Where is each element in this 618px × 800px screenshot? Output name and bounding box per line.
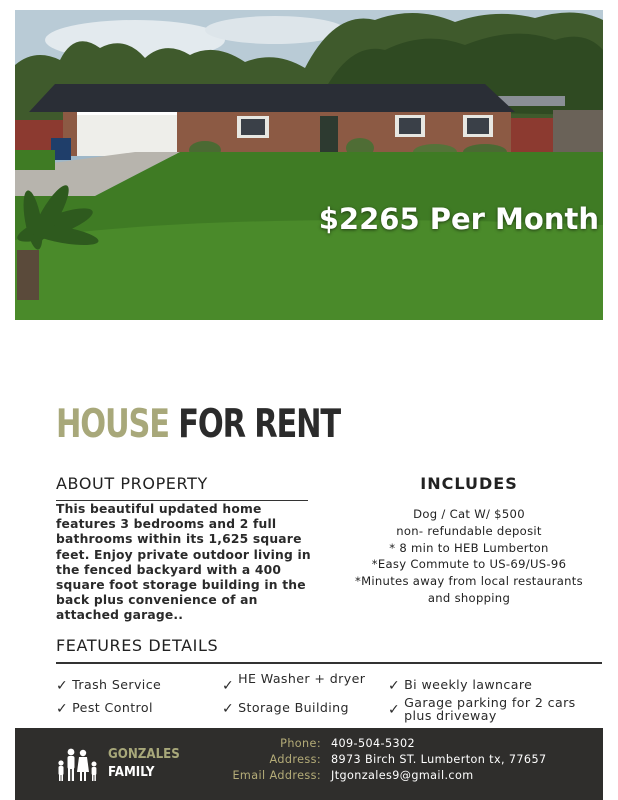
email-address[interactable]: Jtgonzales9@gmail.com <box>331 769 474 782</box>
checkmark-icon: ✓ <box>222 678 235 694</box>
price-per-month: $2265 Per Month <box>318 202 599 236</box>
family-name-line1: GONZALES <box>108 746 180 762</box>
feature-label: Pest Control <box>72 700 153 715</box>
about-divider <box>56 500 308 501</box>
phone-label: Phone: <box>280 737 321 750</box>
hero-photo <box>15 10 603 320</box>
feature-item <box>388 679 532 693</box>
feature-item <box>56 679 161 693</box>
footer <box>15 728 603 800</box>
feature-label: Garage parking for 2 cars plus driveway <box>404 695 576 723</box>
includes-line: Dog / Cat W/ $500 <box>413 507 525 521</box>
family-name <box>108 745 180 781</box>
checkmark-icon: ✓ <box>388 702 401 718</box>
feature-label: Trash Service <box>72 677 162 692</box>
feature-label: Bi weekly lawncare <box>404 677 533 692</box>
feature-item <box>56 702 153 716</box>
includes-line: *Easy Commute to US-69/US-96 <box>371 557 567 572</box>
contact-values <box>331 736 546 784</box>
features-divider <box>56 662 602 664</box>
phone-number[interactable]: 409-504-5302 <box>331 737 416 750</box>
includes-line: non- refundable deposit <box>396 523 542 538</box>
title-word-for-rent: FOR RENT <box>178 402 341 447</box>
email-label: Email Address: <box>232 769 321 782</box>
page-title <box>56 402 340 447</box>
checkmark-icon: ✓ <box>388 678 401 694</box>
family-name-line2: FAMILY <box>108 764 155 780</box>
contact-labels <box>232 736 321 784</box>
checkmark-icon: ✓ <box>56 701 69 717</box>
includes-line: * 8 min to HEB Lumberton <box>389 540 549 555</box>
feature-label: Storage Building <box>238 700 349 715</box>
feature-item <box>222 673 372 693</box>
checkmark-icon: ✓ <box>222 701 235 717</box>
feature-item <box>222 702 349 716</box>
about-description: This beautiful updated home features 3 bedrooms and 2 full bathrooms within its 1,625 square feet. Enjoy private outdoor living in the fenced backyard with a 400 square foot storage building in the back plus convenience of an attached garage.. <box>56 502 311 623</box>
about-heading: ABOUT PROPERTY <box>56 474 208 493</box>
street-address: 8973 Birch ST. Lumberton tx, 77657 <box>331 753 547 766</box>
house-photo-illustration <box>15 10 603 320</box>
family-icon <box>55 746 101 782</box>
includes-line: and shopping <box>427 590 511 605</box>
feature-item <box>388 697 588 722</box>
features-heading: FEATURES DETAILS <box>56 636 219 655</box>
includes-heading: INCLUDES <box>420 474 518 493</box>
checkmark-icon: ✓ <box>56 678 69 694</box>
feature-label: HE Washer + dryer <box>238 671 366 686</box>
includes-line: *Minutes away from local restaurants <box>354 574 583 589</box>
address-label: Address: <box>269 753 321 766</box>
includes-list <box>330 506 608 607</box>
title-word-house: HOUSE <box>56 402 169 447</box>
